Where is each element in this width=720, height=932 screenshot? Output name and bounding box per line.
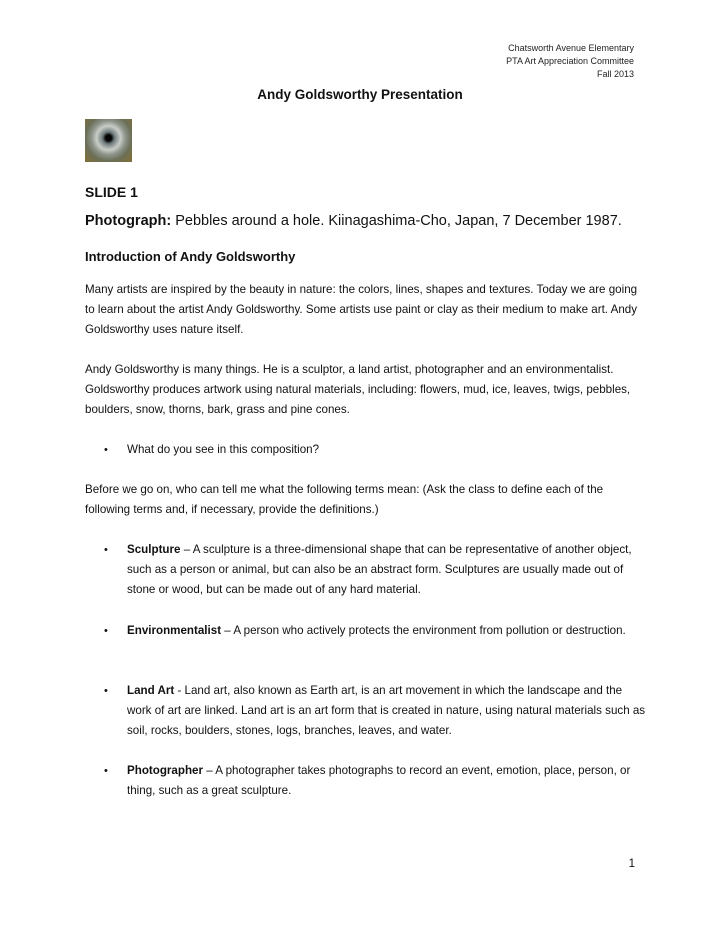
slide-heading: SLIDE 1 <box>85 184 138 200</box>
bullet-icon: • <box>104 765 108 777</box>
term-definition: – A sculpture is a three-dimensional shape that can be representative of another object, such as a person or animal, but can also be an abstract form. Sculptures are usually made out of stone or wood, but can be made out of any hard material. <box>127 543 632 596</box>
term-definition: – A photographer takes photographs to record an event, emotion, place, person, or thing, such as a great sculpture. <box>127 764 631 797</box>
photo-caption-line <box>85 213 622 229</box>
bullet-icon: • <box>104 625 108 637</box>
intro-paragraph-1: Many artists are inspired by the beauty in nature: the colors, lines, shapes and textures. Today we are going to learn about the artist Andy Goldsworthy. Some artists use paint or clay as their medium to make art. Andy Goldsworthy uses nature itself. <box>85 283 638 336</box>
bullet-icon: • <box>104 685 108 697</box>
document-title: Andy Goldsworthy Presentation <box>257 87 463 102</box>
org-name: Chatsworth Avenue Elementary <box>508 43 634 53</box>
pebbles-photo-thumbnail <box>85 119 132 162</box>
term-name: Land Art <box>127 684 175 697</box>
term-definition: – A person who actively protects the environment from pollution or destruction. <box>221 624 626 637</box>
term-definition: - Land art, also known as Earth art, is an art movement in which the landscape and the work of art are linked. Land art is an art form that is created in nature, using natural materials such as soil, rocks, boulders, stones, logs, branches, leaves, and water. <box>127 684 646 737</box>
photo-label: Photograph: <box>85 213 172 229</box>
section-heading: Introduction of Andy Goldsworthy <box>85 249 296 264</box>
question-item: What do you see in this composition? <box>127 443 320 456</box>
term-item-photographer <box>127 761 647 801</box>
bullet-icon: • <box>104 544 108 556</box>
term-item-sculpture <box>127 540 647 600</box>
term-name: Sculpture <box>127 543 181 556</box>
term-name: Environmentalist <box>127 624 222 637</box>
term-name: Photographer <box>127 764 204 777</box>
page-number: 1 <box>628 858 635 870</box>
term-label: Fall 2013 <box>596 69 634 79</box>
committee-name: PTA Art Appreciation Committee <box>506 56 634 66</box>
intro-paragraph-3: Before we go on, who can tell me what the following terms mean: (Ask the class to define each of the following terms and, if necessary, provide the definitions.) <box>85 483 604 516</box>
term-item-environmentalist <box>127 621 647 641</box>
intro-paragraph-2: Andy Goldsworthy is many things. He is a sculptor, a land artist, photographer and an environmentalist. Goldsworthy produces artwork using natural materials, including: flowers, mud, ice, leaves, twigs, pebbles, boulders, snow, thorns, bark, grass and pine cones. <box>85 363 631 416</box>
bullet-icon: • <box>104 444 108 456</box>
photo-caption: Pebbles around a hole. Kiinagashima-Cho, Japan, 7 December 1987. <box>175 213 622 229</box>
term-item-land-art <box>127 681 647 741</box>
